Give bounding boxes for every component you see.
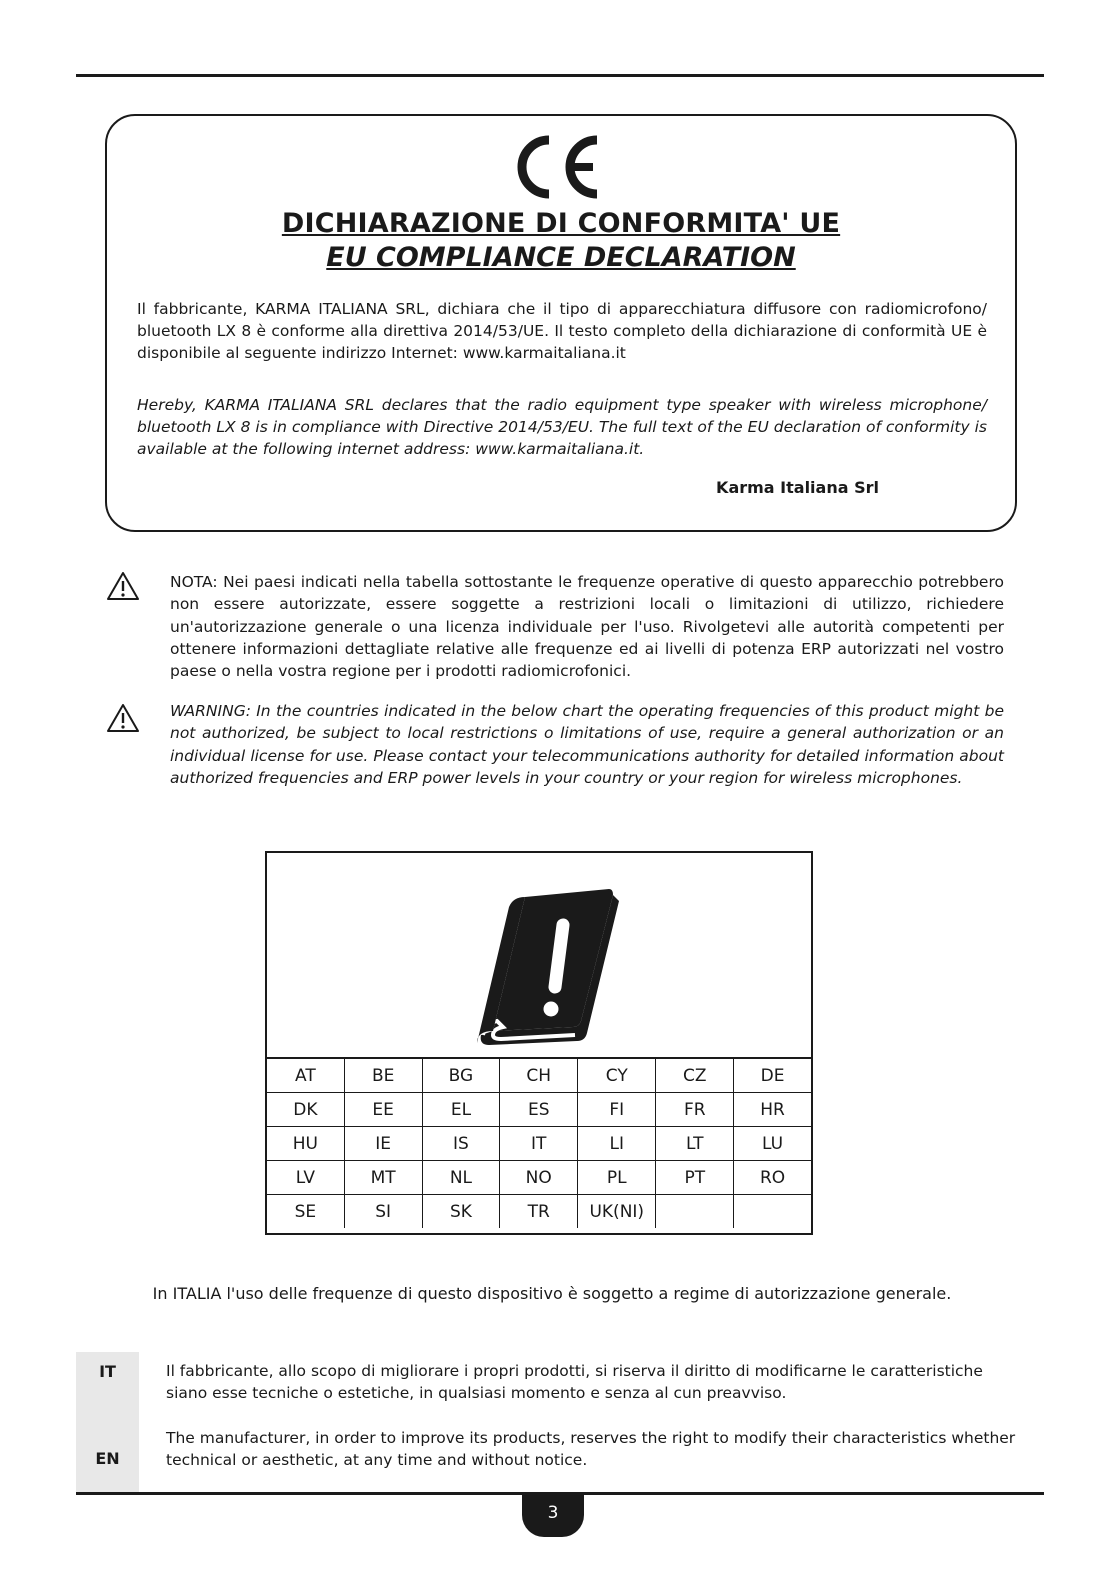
- ce-mark-icon: [507, 134, 603, 200]
- top-rule: [76, 74, 1044, 77]
- country-cell: [734, 1195, 811, 1229]
- italia-note: In ITALIA l'uso delle frequenze di questo dispositivo è soggetto a regime di autorizzazione generale.: [152, 1284, 952, 1303]
- country-cell: LU: [734, 1127, 811, 1161]
- country-cell: AT: [267, 1058, 344, 1093]
- compliance-declaration-box: [105, 114, 1017, 532]
- declaration-text-it: Il fabbricante, KARMA ITALIANA SRL, dichiara che il tipo di apparecchiatura diffusore con radiomicrofono/ bluetooth LX 8 è conforme alla direttiva 2014/53/UE. Il testo completo della dichiarazione di conformità UE è disponibile al seguente indirizzo Internet: www.karmaitaliana.it: [137, 300, 987, 362]
- warning-triangle-icon: [106, 703, 140, 733]
- warning-text: WARNING: In the countries indicated in the below chart the operating frequencies of this product might be not authorized, be subject to local restrictions o limitations of use, require a general authorization or an individual license for use. Please contact your telecommunications authority for detailed information about authorized frequencies and ERP power levels in your country or your region for wireless microphones.: [170, 702, 1004, 787]
- manufacturer-notice-en: The manufacturer, in order to improve its products, reserves the right to modify their characteristics whether technical or aesthetic, at any time and without notice.: [166, 1429, 1016, 1469]
- declaration-title-en: EU COMPLIANCE DECLARATION: [326, 242, 796, 273]
- country-cell: DE: [734, 1058, 811, 1093]
- country-cell: EE: [344, 1093, 422, 1127]
- country-cell: IE: [344, 1127, 422, 1161]
- country-cell: CY: [578, 1058, 656, 1093]
- country-cell: MT: [344, 1161, 422, 1195]
- warning-triangle-icon: [106, 571, 140, 601]
- table-row: [267, 1127, 811, 1161]
- country-cell: LV: [267, 1161, 344, 1195]
- table-row: [267, 1093, 811, 1127]
- country-cell: [656, 1195, 734, 1229]
- declaration-text-en: Hereby, KARMA ITALIANA SRL declares that the radio equipment type speaker with wireless microphone/ bluetooth LX 8 is in compliance with Directive 2014/53/EU. The full text of the EU declaration of conformity is available at the following internet address: www.karmaitaliana.it.: [137, 396, 987, 458]
- country-cell: PL: [578, 1161, 656, 1195]
- country-cell: LT: [656, 1127, 734, 1161]
- country-cell: FI: [578, 1093, 656, 1127]
- country-cell: SI: [344, 1195, 422, 1229]
- country-cell: HR: [734, 1093, 811, 1127]
- country-cell: SE: [267, 1195, 344, 1229]
- country-restriction-box: [265, 851, 813, 1235]
- language-label-it: IT: [99, 1362, 116, 1381]
- book-exclamation-icon: [463, 885, 623, 1053]
- country-cell: TR: [500, 1195, 578, 1229]
- country-cell: UK(NI): [578, 1195, 656, 1229]
- table-row: [267, 1195, 811, 1229]
- country-cell: NO: [500, 1161, 578, 1195]
- signature: Karma Italiana Srl: [716, 478, 879, 497]
- country-cell: DK: [267, 1093, 344, 1127]
- country-cell: CZ: [656, 1058, 734, 1093]
- country-cell: BE: [344, 1058, 422, 1093]
- country-cell: EL: [422, 1093, 500, 1127]
- country-cell: IS: [422, 1127, 500, 1161]
- country-cell: LI: [578, 1127, 656, 1161]
- declaration-title-it: DICHIARAZIONE DI CONFORMITA' UE: [281, 208, 841, 239]
- country-table: [267, 1057, 811, 1228]
- country-cell: ES: [500, 1093, 578, 1127]
- country-cell: PT: [656, 1161, 734, 1195]
- country-cell: IT: [500, 1127, 578, 1161]
- language-label-en: EN: [95, 1449, 120, 1468]
- nota-text: NOTA: Nei paesi indicati nella tabella sottostante le frequenze operative di questo apparecchio potrebbero non essere autorizzate, essere soggette a restrizioni locali o limitazioni di utilizzo, richiedere un'autorizzazione generale o una licenza individuale per l'uso. Rivolgetevi alle autorità competenti per ottenere informazioni dettagliate relative alle frequenze ed ai livelli di potenza ERP autorizzati nel vostro paese o nella vostra regione per i prodotti radiomicrofonici.: [170, 573, 1004, 681]
- country-cell: BG: [422, 1058, 500, 1093]
- table-row: [267, 1058, 811, 1093]
- table-row: [267, 1161, 811, 1195]
- country-cell: HU: [267, 1127, 344, 1161]
- country-cell: FR: [656, 1093, 734, 1127]
- country-cell: SK: [422, 1195, 500, 1229]
- page-number: 3: [522, 1493, 584, 1537]
- country-cell: NL: [422, 1161, 500, 1195]
- manufacturer-notice-it: Il fabbricante, allo scopo di migliorare i propri prodotti, si riserva il diritto di modificarne le caratteristiche siano esse tecniche o estetiche, in qualsiasi momento e senza al cun preavviso.: [166, 1362, 983, 1402]
- country-cell: CH: [500, 1058, 578, 1093]
- country-cell: RO: [734, 1161, 811, 1195]
